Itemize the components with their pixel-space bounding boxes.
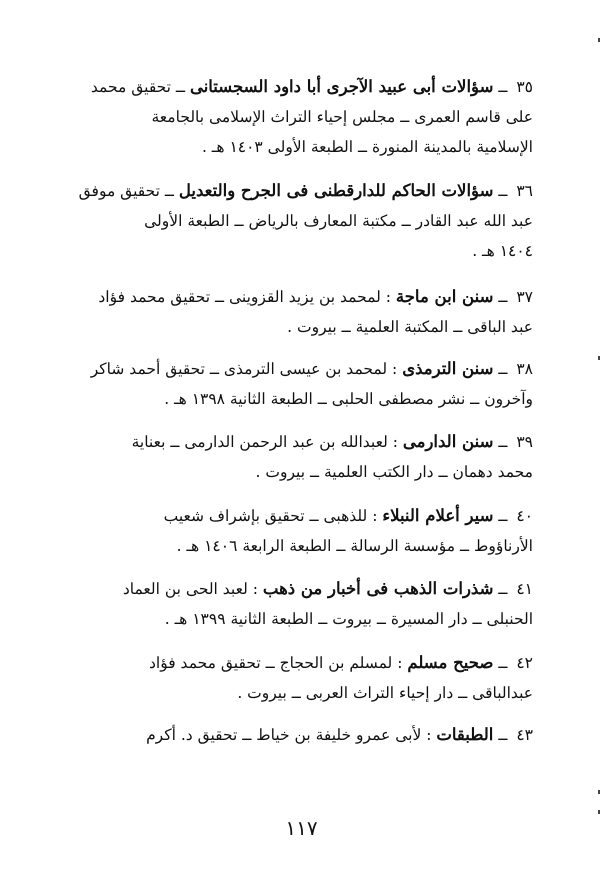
entry-number: ٣٥ xyxy=(516,78,533,96)
scan-mark xyxy=(598,38,600,42)
entry-line: الأرناؤوط ــ مؤسسة الرسالة ــ الطبعة الرابعة ١٤٠٦ هـ . xyxy=(176,537,533,555)
entry-line: ٣٩ ــ سنن الدارمى : لعبدالله بن عبد الرحمن الدارمى ــ بعناية xyxy=(131,432,533,451)
entry-title: سنن الدارمى xyxy=(402,432,494,451)
entry-line: ٣٧ ــ سنن ابن ماجة : لمحمد بن يزيد القزوينى ــ تحقيق محمد فؤاد xyxy=(98,287,533,306)
entry-number: ٤٣ xyxy=(516,726,533,744)
entry-line: ٤٢ ــ صحيح مسلم : لمسلم بن الحجاج ــ تحقيق محمد فؤاد xyxy=(149,653,533,672)
entry-number: ٤١ xyxy=(516,580,533,598)
entry-title: سؤالات الحاكم للدارقطنى فى الجرح والتعديل xyxy=(178,181,494,200)
entry-line: ٣٥ ــ سؤالات أبى عبيد الآجرى أبا داود السجستانى ــ تحقيق محمد xyxy=(90,77,533,96)
entry-40 xyxy=(63,501,533,561)
entry-number: ٣٨ xyxy=(516,360,533,378)
entry-number: ٣٩ xyxy=(516,433,533,451)
entry-text: : لمحمد بن يزيد القزوينى ــ تحقيق محمد فؤاد xyxy=(98,288,396,306)
entry-line: ٤٣ ــ الطبقات : لأبى عمرو خليفة بن خياط ــ تحقيق د. أكرم xyxy=(146,725,533,744)
entry-text: : لمسلم بن الحجاج ــ تحقيق محمد فؤاد xyxy=(149,654,408,672)
entry-line: ٣٦ ــ سؤالات الحاكم للدارقطنى فى الجرح والتعديل ــ تحقيق موفق xyxy=(78,181,533,200)
entry-title: صحيح مسلم xyxy=(407,653,494,672)
entry-number: ٣٧ xyxy=(516,288,533,306)
entry-41 xyxy=(63,574,533,634)
entry-line: عبد الله عبد القادر ــ مكتبة المعارف بالرياض ــ الطبعة الأولى xyxy=(144,212,533,230)
entry-title: سنن الترمذى xyxy=(402,359,494,378)
entry-38 xyxy=(63,354,533,414)
entry-line: على قاسم العمرى ــ مجلس إحياء التراث الإسلامى بالجامعة xyxy=(151,108,533,126)
entry-line: محمد دهمان ــ دار الكتب العلمية ــ بيروت . xyxy=(255,463,533,481)
entry-35 xyxy=(63,72,533,162)
entry-line: عبدالباقى ــ دار إحياء التراث العربى ــ بيروت . xyxy=(237,684,533,702)
entry-text: ــ تحقيق موفق xyxy=(78,182,179,200)
entry-title: الطبقات xyxy=(436,725,494,744)
entry-37 xyxy=(63,282,533,342)
entry-title: سنن ابن ماجة xyxy=(395,287,494,306)
entry-line: الإسلامية بالمدينة المنورة ــ الطبعة الأولى ١٤٠٣ هـ . xyxy=(201,138,533,156)
entry-line: وآخرون ــ نشر مصطفى الحلبى ــ الطبعة الثانية ١٣٩٨ هـ . xyxy=(164,390,533,408)
scan-mark xyxy=(598,790,600,794)
entry-title: شذرات الذهب فى أخبار من ذهب xyxy=(262,579,494,598)
entry-line: ٤١ ــ شذرات الذهب فى أخبار من ذهب : لعبد الحى بن العماد xyxy=(122,579,533,598)
entry-36 xyxy=(63,176,533,266)
entry-line: ٤٠ ــ سير أعلام النبلاء : للذهبى ــ تحقيق بإشراف شعيب xyxy=(163,506,533,525)
entry-title: سؤالات أبى عبيد الآجرى أبا داود السجستانى xyxy=(189,77,494,96)
entry-line: ١٤٠٤ هـ . xyxy=(472,242,533,260)
entry-line: الحنبلى ــ دار المسيرة ــ بيروت ــ الطبعة الثانية ١٣٩٩ هـ . xyxy=(164,610,533,628)
page-number: ١١٧ xyxy=(285,816,318,840)
entry-number: ٤٢ xyxy=(516,654,533,672)
entry-42 xyxy=(63,648,533,708)
entry-number: ٣٦ xyxy=(516,182,533,200)
entry-line: ٣٨ ــ سنن الترمذى : لمحمد بن عيسى الترمذى ــ تحقيق أحمد شاكر xyxy=(90,359,533,378)
entry-text: ــ تحقيق محمد xyxy=(90,78,190,96)
entry-39 xyxy=(63,427,533,487)
entry-text: : لأبى عمرو خليفة بن خياط ــ تحقيق د. أكرم xyxy=(146,726,437,744)
entry-number: ٤٠ xyxy=(516,507,533,525)
entry-title: سير أعلام النبلاء xyxy=(382,506,494,525)
entry-text: : لعبد الحى بن العماد xyxy=(122,580,263,598)
entry-text: : للذهبى ــ تحقيق بإشراف شعيب xyxy=(163,507,383,525)
entry-43 xyxy=(63,720,533,750)
scan-mark xyxy=(598,356,600,360)
entry-text: : لمحمد بن عيسى الترمذى ــ تحقيق أحمد شاكر xyxy=(90,360,403,378)
entry-text: : لعبدالله بن عبد الرحمن الدارمى ــ بعناية xyxy=(131,433,403,451)
scan-mark xyxy=(598,810,600,814)
entry-line: عبد الباقى ــ المكتبة العلمية ــ بيروت . xyxy=(287,318,533,336)
